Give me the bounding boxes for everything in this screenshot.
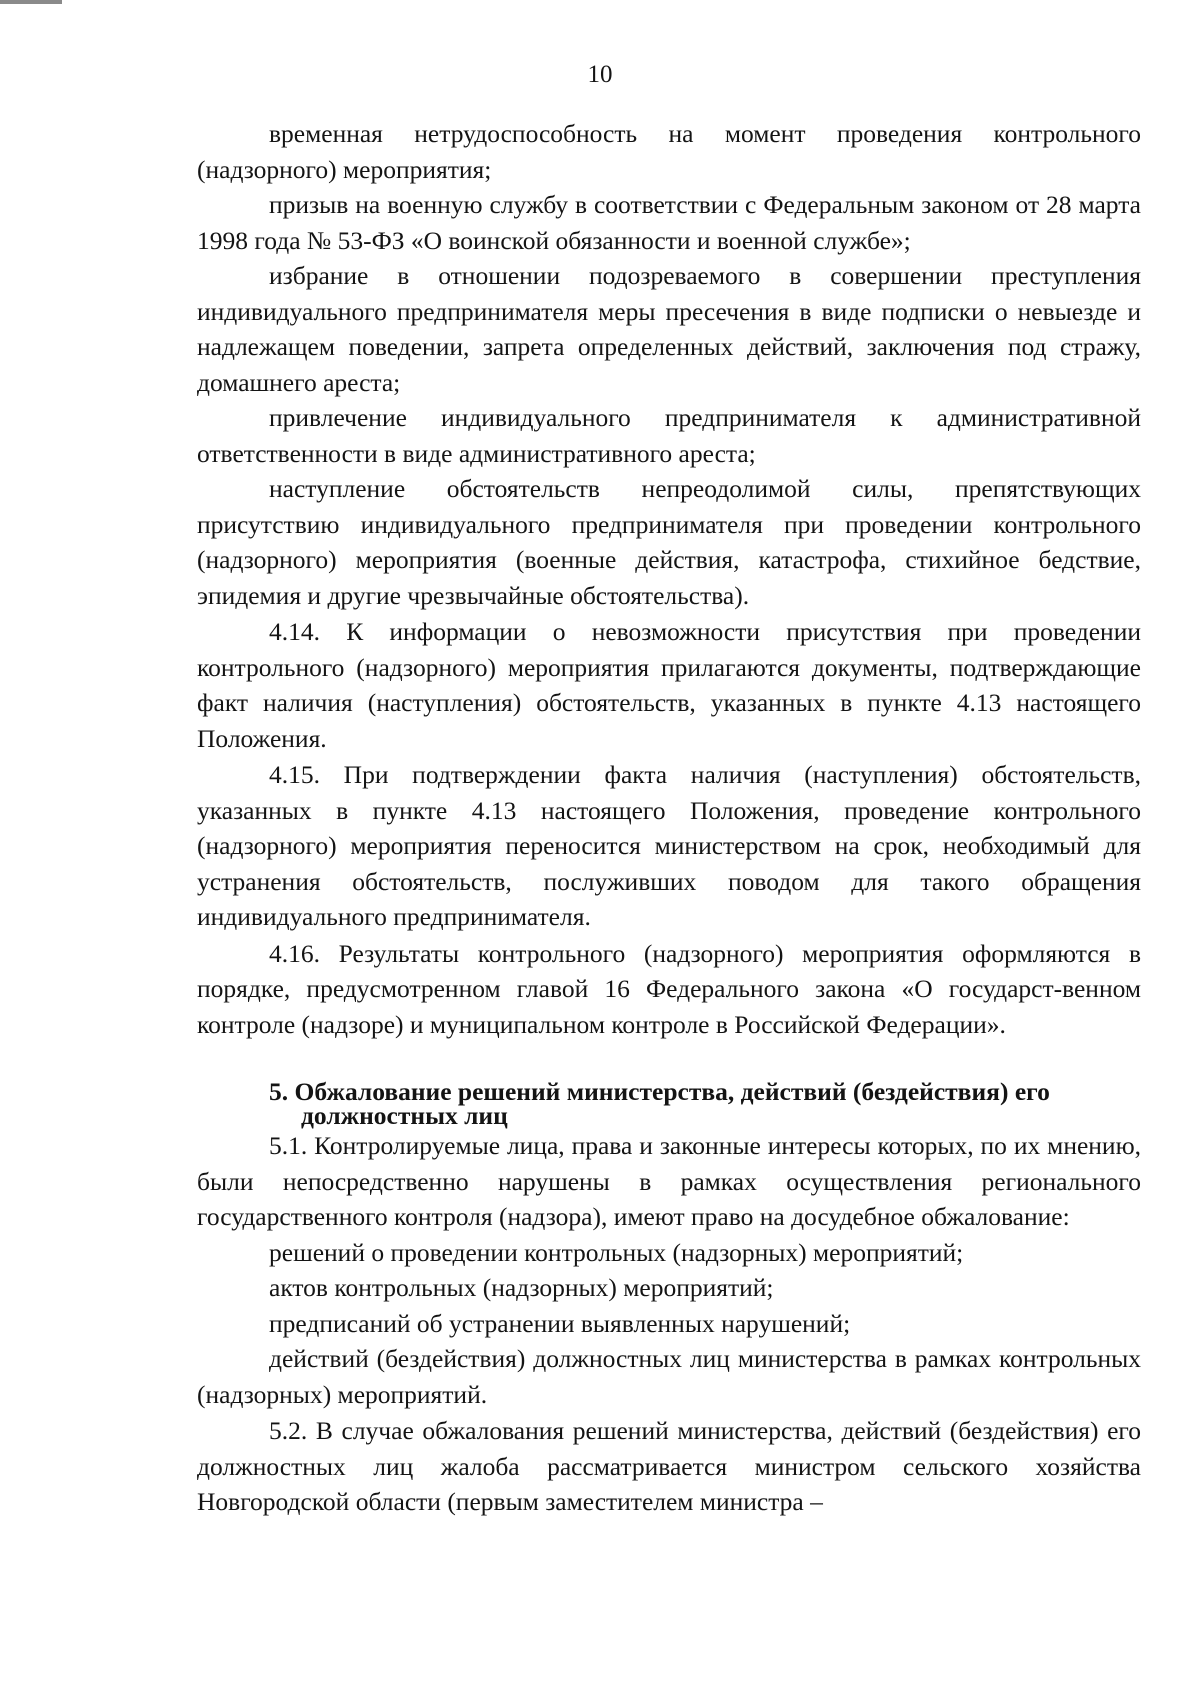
list-item-orders: предписаний об устранении выявленных нарушений; <box>269 1308 851 1338</box>
paragraph-4-14: 4.14. К информации о невозможности присутствия при проведении контрольного (надзорного) мероприятия прилагаются документы, подтверждающие факт наличия (наступления) обстоятельств, указанных в пункте 4.13 настоящего Положения. <box>197 617 1141 753</box>
section-5-heading-line2: должностных лиц <box>301 1101 508 1130</box>
list-item-acts: актов контрольных (надзорных) мероприятий; <box>269 1273 774 1302</box>
list-item-official-actions: действий (бездействия) должностных лиц министерства в рамках контрольных (надзорных) мероприятий. <box>197 1344 1141 1409</box>
paragraph-administrative-arrest: привлечение индивидуального предпринимателя к административной ответственности в виде административного ареста; <box>197 403 1141 468</box>
paragraph-preventive-measure: избрание в отношении подозреваемого в совершении преступления индивидуального предпринимателя меры пресечения в виде подписки о невыезде и надлежащем поведении, запрета определенных действий, заключения под стражу, домашнего ареста; <box>197 261 1141 397</box>
section-5-heading-line1: 5. Обжалование решений министерства, действий (бездействия) его <box>269 1077 1050 1106</box>
section-5-heading <box>197 1077 1141 1130</box>
document-body <box>197 116 1141 1520</box>
list-item-decisions: решений о проведении контрольных (надзорных) мероприятий; <box>269 1237 964 1267</box>
scan-corner-mark <box>0 0 62 4</box>
paragraph-5-2: 5.2. В случае обжалования решений министерства, действий (бездействия) его должностных лиц жалоба рассматривается министром сельского хозяйства Новгородской области (первым заместителем министра – <box>197 1416 1141 1516</box>
page-number: 10 <box>587 61 613 88</box>
paragraph-military-conscription: призыв на военную службу в соответствии с Федеральным законом от 28 марта 1998 года № 53-ФЗ «О воинской обязанности и военной службе»; <box>197 190 1141 255</box>
paragraph-5-1: 5.1. Контролируемые лица, права и законные интересы которых, по их мнению, были непосредственно нарушены в рамках осуществления регионального государственного контроля (надзора), имеют право на досудебное обжалование: <box>197 1131 1141 1231</box>
paragraph-temporary-disability: временная нетрудоспособность на момент проведения контрольного (надзорного) мероприятия; <box>197 119 1141 184</box>
paragraph-force-majeure: наступление обстоятельств непреодолимой силы, препятствующих присутствию индивидуального предпринимателя при проведении контрольного (надзорного) мероприятия (военные действия, катастрофа, стихийное бедствие, эпидемия и другие чрезвычайные обстоятельства). <box>197 474 1141 610</box>
paragraph-4-16: 4.16. Результаты контрольного (надзорного) мероприятия оформляются в порядке, предусмотренном главой 16 Федерального закона «О государст-венном контроле (надзоре) и муниципальном контроле в Российской Федерации». <box>197 938 1141 1039</box>
paragraph-4-15: 4.15. При подтверждении факта наличия (наступления) обстоятельств, указанных в пункте 4.13 настоящего Положения, проведение контрольного (надзорного) мероприятия переносится министерством на срок, необходимый для устранения обстоятельств, послуживших поводом для такого обращения индивидуального предпринимателя. <box>197 760 1141 931</box>
